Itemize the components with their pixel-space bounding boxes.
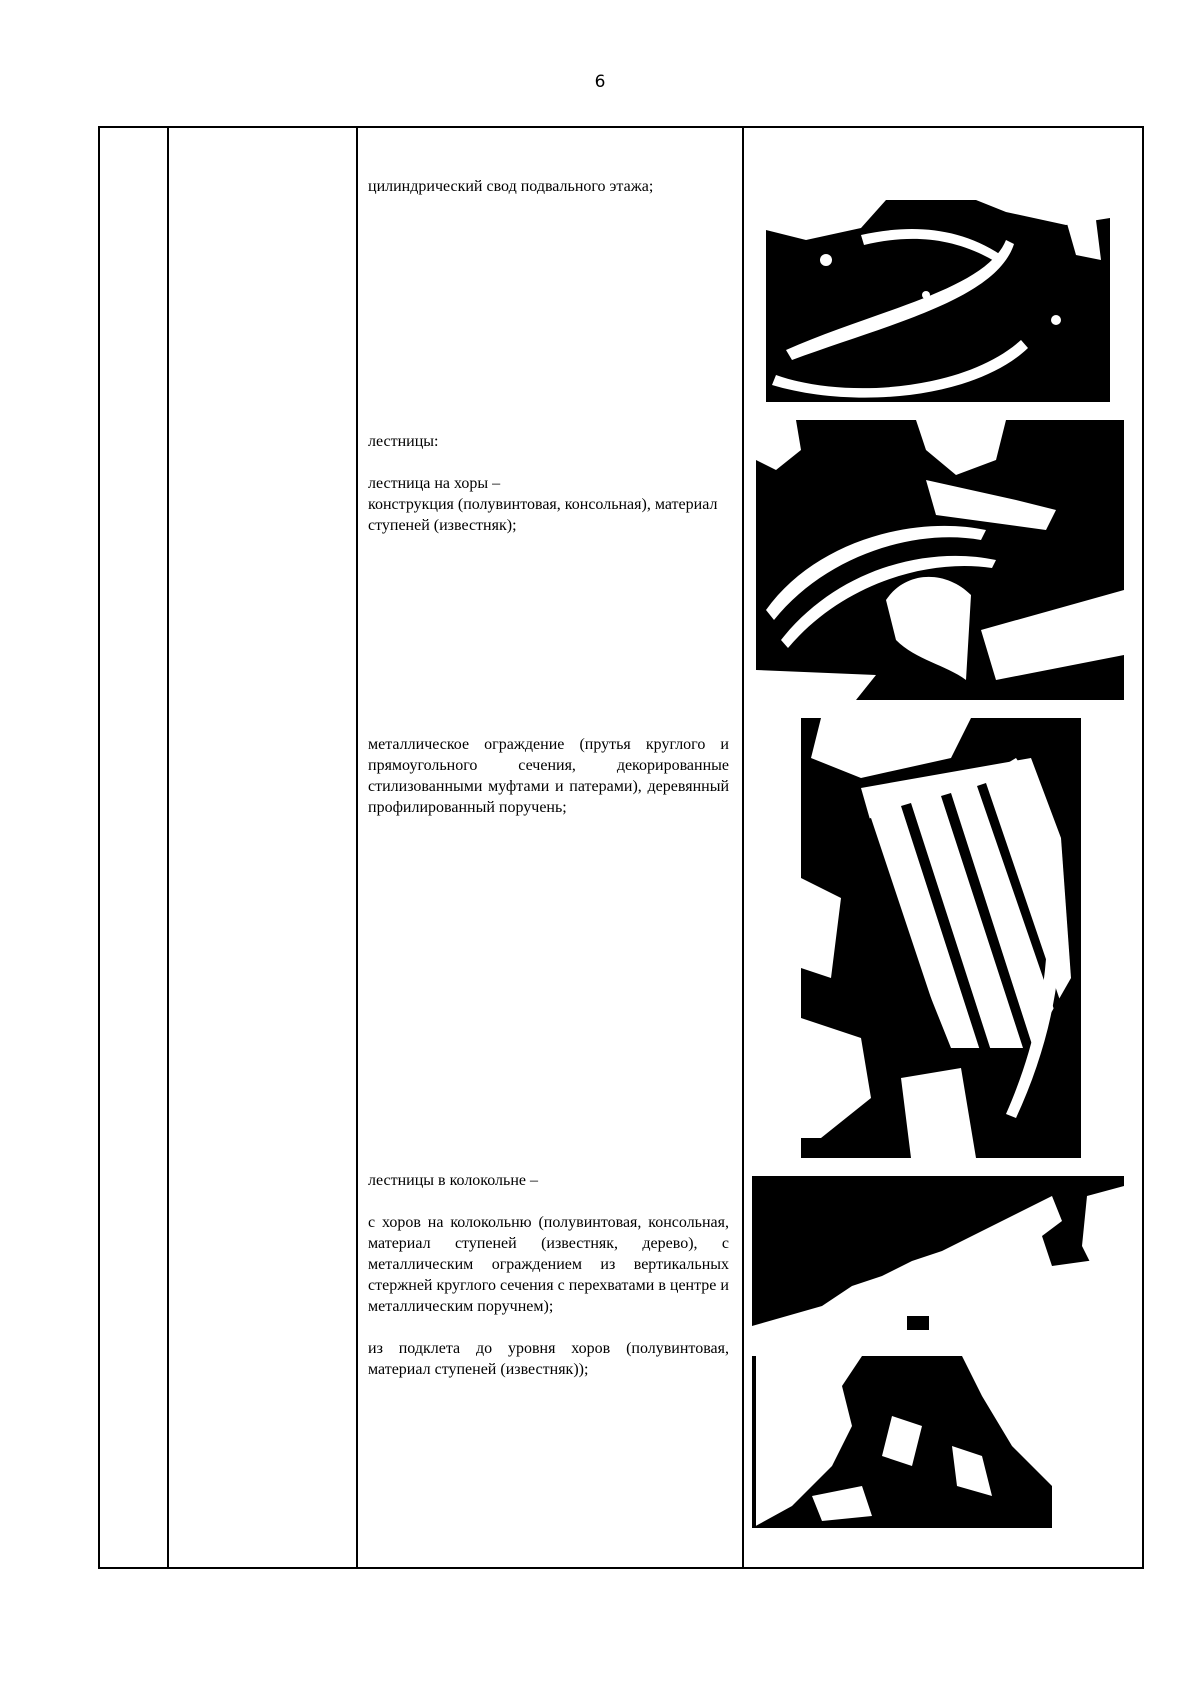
column-divider-3 bbox=[742, 128, 744, 1567]
entry-paragraph: лестницы: bbox=[368, 433, 439, 450]
entry-paragraph: лестница на хоры – конструкция (полувинтовая, консольная), материал ступеней (известняк); bbox=[368, 475, 718, 534]
entry-paragraph: цилиндрический свод подвального этажа; bbox=[368, 178, 654, 195]
entry-paragraph: металлическое ограждение (прутья круглого и прямоугольного сечения, декорированные стилизованными муфтами и патерами), деревянный профилированный поручень; bbox=[368, 736, 729, 816]
entry-paragraph: с хоров на колокольню (полувинтовая, консольная, материал ступеней (известняк, дерево), с металлическим ограждением из вертикальных стержней круглого сечения с перехватами в центре и металлическим поручнем); bbox=[368, 1214, 729, 1315]
page-number: 6 bbox=[594, 72, 606, 92]
entry-railing bbox=[368, 734, 729, 818]
bell-stair-upper-photo bbox=[752, 1176, 1124, 1338]
bell-stair-lower-photo bbox=[752, 1356, 1052, 1528]
column-divider-2 bbox=[356, 128, 358, 1567]
entry-paragraph: из подклета до уровня хоров (полувинтовая, материал ступеней (известняк)); bbox=[368, 1340, 729, 1378]
entry-bell-tower-stairs bbox=[368, 1170, 729, 1380]
entry-stairs bbox=[368, 431, 729, 536]
vault-photo bbox=[766, 200, 1110, 402]
choir-stair-photo bbox=[756, 420, 1124, 700]
entry-paragraph: лестницы в колокольне – bbox=[368, 1172, 538, 1189]
railing-photo bbox=[801, 718, 1081, 1158]
column-divider-1 bbox=[167, 128, 169, 1567]
entry-vault bbox=[368, 176, 729, 197]
